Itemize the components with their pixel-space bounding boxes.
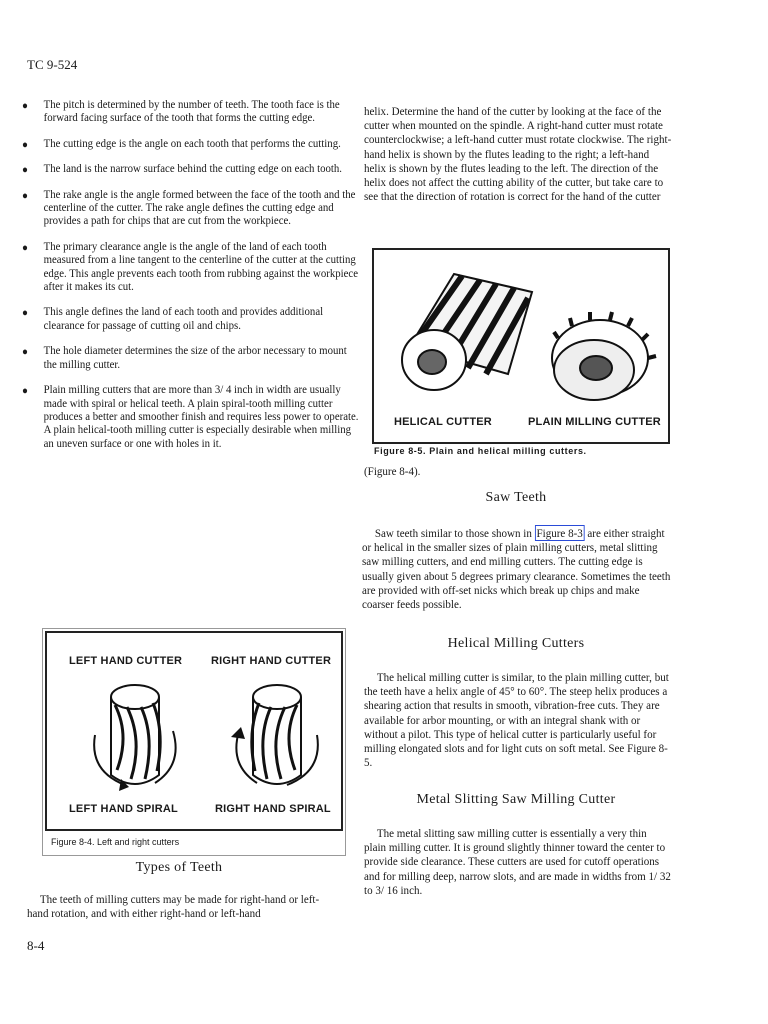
bullet-icon: ● xyxy=(22,164,28,177)
helical-milling-cutters-heading: Helical Milling Cutters xyxy=(447,636,585,651)
right-hand-cutter-label: RIGHT HAND CUTTER xyxy=(211,655,332,667)
list-item: ● The hole diameter determines the size of the arbor necessary to mount the milling cutter. xyxy=(22,343,347,371)
saw-teeth-heading: Saw Teeth xyxy=(485,490,547,505)
bullet-icon: ● xyxy=(22,385,28,398)
helix-paragraph: helix. Determine the hand of the cutter by looking at the face of the cutter when mounted on the spindle. A right-hand cutter must rotate counterclockwise; a left-hand cutter must rotate clockwise. The right-hand helix is shown by the flutes leading to the right; a left-hand helix is shown by the flutes leading to the left. The direction of the helix does not affect the cutting ability of the cutter, but take care to see that the direction of rotation is correct for the hand of the cutter xyxy=(364,104,672,204)
list-item: ● This angle defines the land of each tooth and provides additional clearance for passage of cutting oil and chips. xyxy=(22,304,324,332)
bullet-icon: ● xyxy=(22,138,28,151)
bullet-icon: ● xyxy=(22,241,28,254)
page-number: 8-4 xyxy=(27,938,45,953)
metal-slitting-saw-heading: Metal Slitting Saw Milling Cutter xyxy=(416,792,616,807)
helical-cutter-label: HELICAL CUTTER xyxy=(394,416,492,428)
types-of-teeth-heading: Types of Teeth xyxy=(135,860,223,875)
types-of-teeth-paragraph: The teeth of milling cutters may be made for right-hand or left-hand rotation, and with either right-hand or left-hand xyxy=(27,892,320,921)
helical-milling-cutters-paragraph: The helical milling cutter is similar, to the plain milling cutter, but the teeth have a helix angle of 45° to 60°. The steep helix produces a shearing action that results in smooth, vibration-free cuts. They are available for arbor mounting, or with an integral shank with or without a pilot. This type of helical cutter is particularly useful for milling elongated slots and for light cuts on soft metal. See Figure 8-5. xyxy=(364,670,669,770)
saw-teeth-paragraph: Saw teeth similar to those shown in Figure 8-3 are either straight or helical in the smaller sizes of plain milling cutters, metal slitting saw milling cutters, and end milling cutters. The cutting edge is usually given about 5 degrees primary clearance. Sometimes the teeth are provided with off-set nicks which break up chips and make coarser feeds possible. xyxy=(362,526,671,612)
list-item: ● The pitch is determined by the number of teeth. The tooth face is the forward facing surface of the tooth that forms the cutting edge. xyxy=(22,97,340,125)
figure-8-5-frame xyxy=(372,248,670,444)
document-id: TC 9-524 xyxy=(27,57,78,72)
plain-milling-cutter-drawing xyxy=(538,308,658,418)
bullet-icon: ● xyxy=(22,189,28,202)
figure-8-5 xyxy=(370,246,672,458)
figure-8-4-caption: Figure 8-4. Left and right cutters xyxy=(51,837,180,847)
plain-milling-cutter-label: PLAIN MILLING CUTTER xyxy=(528,416,661,428)
list-item: ● The primary clearance angle is the angle of the land of each tooth measured from a line tangent to the centerline of the cutter at the cutting edge. This angle prevents each tooth from rubbing against the workpiece after it makes its cut. xyxy=(22,238,359,294)
definition-list xyxy=(22,97,359,462)
left-hand-spiral-label: LEFT HAND SPIRAL xyxy=(69,803,178,815)
figure-8-3-link[interactable]: Figure 8-3 xyxy=(536,526,583,540)
right-hand-cutter-drawing xyxy=(227,675,327,795)
metal-slitting-saw-paragraph: The metal slitting saw milling cutter is essentially a very thin plain milling cutter. It is ground slightly thinner toward the center to provide side clearance. These cutters are used for cutoff operations and for milling deep, narrow slots, and are made in widths from 1/ 32 to 3/ 16 inch. xyxy=(364,826,671,897)
helical-cutter-drawing xyxy=(390,256,540,396)
figure-8-4-frame xyxy=(45,631,343,831)
left-hand-cutter-drawing xyxy=(85,675,185,795)
list-item: ● The cutting edge is the angle on each tooth that performs the cutting. xyxy=(22,135,341,151)
right-hand-spiral-label: RIGHT HAND SPIRAL xyxy=(215,803,331,815)
figure-reference: (Figure 8-4). xyxy=(364,464,421,478)
list-item: ● Plain milling cutters that are more than 3/ 4 inch in width are usually made with spiral or helical teeth. A plain spiral-tooth milling cutter produces a better and smoother finish and requires less power to operate. A plain helical-tooth milling cutter is especially desirable when milling an uneven surface or one with holes in it. xyxy=(22,382,359,450)
list-item: ● The land is the narrow surface behind the cutting edge on each tooth. xyxy=(22,161,343,177)
bullet-icon: ● xyxy=(22,100,28,112)
list-item: ● The rake angle is the angle formed between the face of the tooth and the centerline of the cutter. The rake angle defines the cutting edge and provides a path for chips that are cut from the workpiece. xyxy=(22,186,356,228)
figure-8-5-caption: Figure 8-5. Plain and helical milling cutters. xyxy=(374,446,587,456)
figure-8-4 xyxy=(42,628,346,856)
bullet-icon: ● xyxy=(22,346,28,359)
left-hand-cutter-label: LEFT HAND CUTTER xyxy=(69,655,183,667)
bullet-icon: ● xyxy=(22,307,28,320)
